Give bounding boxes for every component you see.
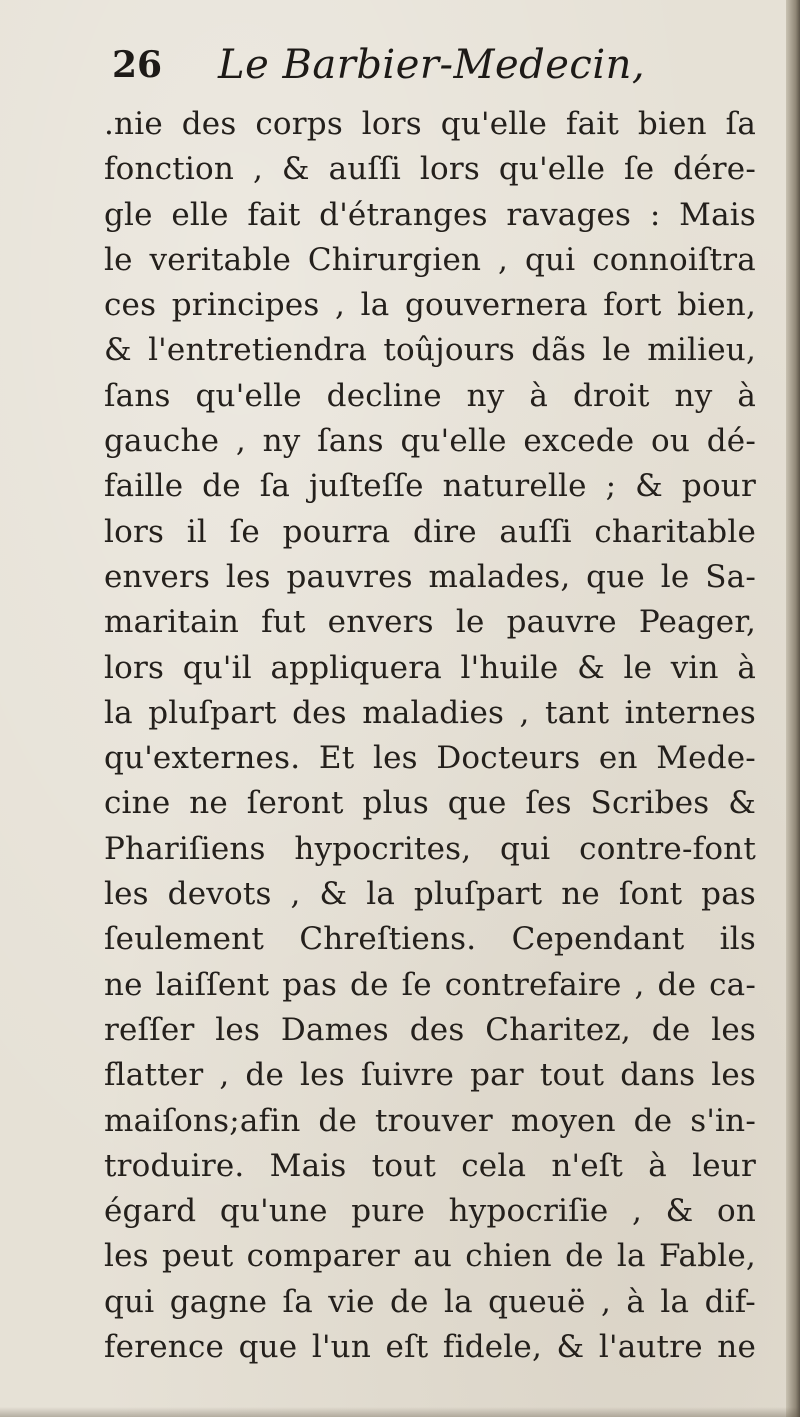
text-line: gauche , ny ſans qu'elle excede ou dé- xyxy=(104,423,756,460)
text-line: lors il ſe pourra dire auſſi charitable xyxy=(104,513,756,550)
text-line: & l'entretiendra toûjours dãs le milieu, xyxy=(104,332,756,369)
text-line: ſeulement Chreſtiens. Cependant ils xyxy=(104,921,756,958)
text-line: .nie des corps lors qu'elle fait bien ſa xyxy=(104,106,756,142)
page-edge-shadow xyxy=(786,0,800,1417)
body-text xyxy=(104,102,756,1370)
text-line: la pluſpart des maladies , tant internes xyxy=(104,694,756,731)
text-line: reſſer les Dames des Charitez, de les xyxy=(104,1011,756,1048)
text-line: gle elle fait d'étranges ravages : Mais xyxy=(104,196,756,233)
page-bottom-shadow xyxy=(0,1407,800,1417)
text-line: ſans qu'elle decline ny à droit ny à xyxy=(104,377,756,414)
text-line: les peut comparer au chien de la Fable, xyxy=(104,1238,756,1275)
text-line: maritain fut envers le pauvre Peager, xyxy=(104,604,756,641)
page-number: 26 xyxy=(112,44,163,86)
text-line: maiſons;afin de trouver moyen de s'in- xyxy=(104,1102,756,1139)
text-line: ces principes , la gouvernera fort bien, xyxy=(104,287,756,324)
text-line: qu'externes. Et les Docteurs en Mede- xyxy=(104,740,756,777)
text-line: envers les pauvres malades, que le Sa- xyxy=(104,558,756,595)
text-line: fonction , & auſſi lors qu'elle ſe dére- xyxy=(104,151,756,188)
text-line: ference que l'un eſt fidele, & l'autre ne xyxy=(104,1329,756,1366)
text-line: le veritable Chirurgien , qui connoiſtra xyxy=(104,241,756,278)
text-line: ne laiſſent pas de ſe contrefaire , de ca- xyxy=(104,966,756,1003)
text-line: qui gagne ſa vie de la queuë , à la dif- xyxy=(104,1283,756,1320)
text-line: lors qu'il appliquera l'huile & le vin à xyxy=(104,649,756,686)
text-line: troduire. Mais tout cela n'eſt à leur xyxy=(104,1147,756,1184)
page-header xyxy=(112,40,752,104)
text-line: flatter , de les ſuivre par tout dans les xyxy=(104,1057,756,1094)
text-line: les devots , & la pluſpart ne ſont pas xyxy=(104,876,756,913)
text-line: Phariſiens hypocrites, qui contre-font xyxy=(104,830,756,867)
text-line: faille de ſa juſteſſe naturelle ; & pour xyxy=(104,468,756,505)
running-title: Le Barbier-Medecin, xyxy=(218,42,646,88)
text-line: égard qu'une pure hypocriſie , & on xyxy=(104,1193,756,1230)
text-line: cine ne ſeront plus que ſes Scribes & xyxy=(104,785,756,822)
